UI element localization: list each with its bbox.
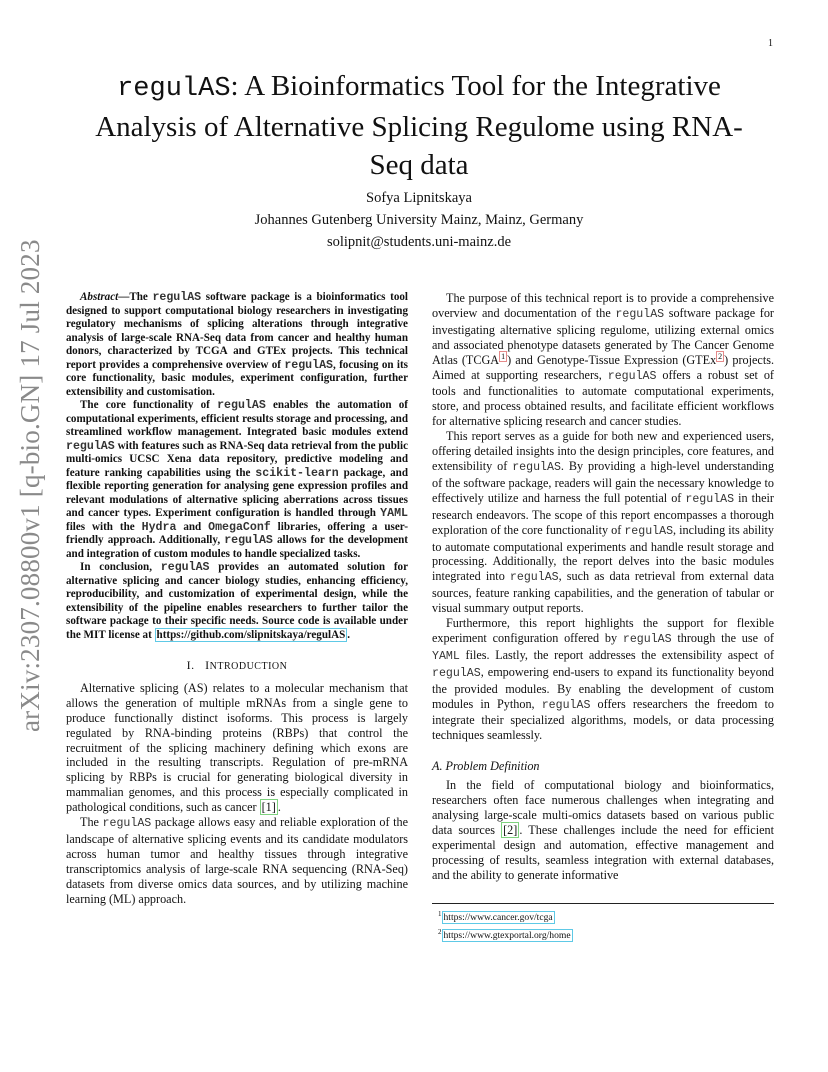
tool-name: regulAS bbox=[284, 358, 334, 372]
tool-name: regulAS bbox=[160, 561, 210, 574]
abstract-paragraph-1: Abstract—The regulAS software package is a bioinformatics tool designed to support computational biology researchers in investigating regulatory mechanisms of splicing alterations through integrative analysis of large-scale RNA-Seq data from cancer and healthy human donors, characterized by TCGA and GTEx projects. This technical report provides a comprehensive overview of regulAS, focusing on its core functionality, basic modules, experiment configuration, further extensibility and customisation. bbox=[66, 291, 408, 398]
section-heading-introduction: I. INTRODUCTION bbox=[186, 658, 288, 672]
title-text: : A Bioinformatics Tool for the Integrative Analysis of Alternative Splicing Regulome using RNA-Seq data bbox=[95, 70, 743, 181]
footnote-2: $^2$ https://www.gtexportal.org/home bbox=[438, 928, 571, 942]
tool-name: regulAS bbox=[541, 698, 591, 712]
footnote-ref-2[interactable]: 2 bbox=[718, 351, 723, 361]
right-paragraph-1: The purpose of this technical report is to provide a comprehensive overview and documentation of the regulAS software package for investigating alternative splicing regulome, utilizing external omics and associated phenotype datasets generated by The Cancer Genome Atlas (TCGA $^1$ ) and Genotype-Tissue Expression (GTEx $^2$ ) projects. Aimed at supporting researchers, regulAS offers a robust set of tools and functionalities to automate computational experiments, store, and process obtained results, and facilitate efficient workflows for alternative splicing research and cancer studies. bbox=[432, 291, 774, 429]
footnote-link-gtex[interactable]: https://www.gtexportal.org/home bbox=[443, 930, 571, 942]
title-tool-name: regulAS bbox=[117, 74, 231, 104]
left-column bbox=[66, 291, 408, 907]
library-name-hydra: Hydra bbox=[141, 520, 177, 534]
footnote-divider bbox=[432, 903, 774, 904]
footnote-ref-1[interactable]: 1 bbox=[501, 351, 506, 361]
library-name-omegaconf: OmegaConf bbox=[208, 520, 271, 534]
format-name-yaml: YAML bbox=[380, 507, 408, 520]
abstract-label: Abstract bbox=[80, 291, 119, 303]
tool-name: regulAS bbox=[224, 534, 273, 547]
right-paragraph-4: In the field of computational biology and bioinformatics, researchers often face numerous challenges when integrating and analysing large-scale multi-omics datasets based on various public data sources [2] . These challenges include the need for efficient experimental design and automation, effective management and processing of results, seamless integration with external databases, and the ability to generate informative bbox=[432, 778, 774, 882]
intro-paragraph-2: The regulAS package allows easy and reliable exploration of the landscape of alternative splicing events and its candidate modulators across human tumor and healthy tissues through integrative transcriptomics analysis of large-scale RNA sequencing (RNA-Seq) datasets from diverse omics data sources, and by utilizing machine learning (ML) approach. bbox=[66, 815, 409, 906]
tool-name: regulAS bbox=[217, 399, 266, 412]
abstract bbox=[66, 291, 408, 642]
tool-name: regulAS bbox=[624, 524, 674, 538]
tool-name: regulAS bbox=[512, 460, 561, 474]
subsection-heading-problem-definition: A. Problem Definition bbox=[432, 759, 540, 774]
right-column bbox=[432, 291, 774, 883]
package-name-sklearn: scikit-learn bbox=[255, 466, 339, 480]
source-code-link[interactable]: https://github.com/slipnitskaya/regulAS bbox=[156, 628, 346, 641]
tool-name: regulAS bbox=[66, 439, 115, 453]
author-affiliation: Johannes Gutenberg University Mainz, Mainz, Germany bbox=[254, 212, 584, 228]
citation-link[interactable]: [1] bbox=[261, 800, 276, 815]
paper-title bbox=[80, 67, 758, 184]
abstract-paragraph-2: The core functionality of regulAS enables the automation of computational experiments, efficient results storage and processing, and streamlined workflow management. Integrated basic modules extend regulAS with features such as RNA-Seq data retrieval from the public multi-omics UCSC Xena data repository, predictive modeling and feature ranking capabilities using the scikit-learn package, and flexible reporting generation for analysing gene expression profiles and relevant modulations of alternative splicing aberrations across tissues and cancer types. Experiment configuration is handled through YAML files with the Hydra and OmegaConf libraries, offering a user-friendly approach. Additionally, regulAS allows for the development and integration of custom modules to handle specialized tasks. bbox=[66, 399, 409, 560]
tool-name: regulAS bbox=[152, 291, 202, 304]
tool-name: regulAS bbox=[509, 571, 559, 585]
right-paragraph-3: Furthermore, this report highlights the support for flexible experiment configuration offered by regulAS through the use of YAML files. Lastly, the report addresses the extensibility aspect of regulAS, empowering end-users to expand its functionality beyond the provided modules. By enabling the development of custom modules in Python, regulAS offers researchers the freedom to integrate their specialized algorithms, models, or data processing techniques seamlessly. bbox=[432, 616, 774, 743]
footnote-1: $^1$ https://www.cancer.gov/tcga bbox=[438, 910, 553, 924]
tool-name: regulAS bbox=[622, 632, 672, 646]
author-name: Sofya Lipnitskaya bbox=[366, 190, 472, 206]
intro-paragraph-1: Alternative splicing (AS) relates to a molecular mechanism that allows the generation of multiple mRNAs from a single gene to produce functionally distinct isoforms. This process is largely regulated by RNA-binding proteins (RBPs) that control the recruitment of the splicing machinery defining which exons are included in the resulting transcripts. Regulation of pre-mRNA splicing by RBPs is crucial for generating biological diversity in mammalian genomes, and this process is especially complicated in pathological conditions, such as cancer [1] . bbox=[66, 680, 408, 815]
footnote-link-tcga[interactable]: https://www.cancer.gov/tcga bbox=[443, 912, 553, 924]
footnotes bbox=[438, 907, 573, 943]
arxiv-identifier-stamp: arXiv:2307.08800v1 [q-bio.GN] 17 Jul 2023 bbox=[15, 239, 45, 732]
format-name-yaml: YAML bbox=[432, 649, 460, 663]
author-email: solipnit@students.uni-mainz.de bbox=[326, 234, 512, 250]
tool-name: regulAS bbox=[615, 307, 665, 321]
right-paragraph-2: This report serves as a guide for both new and experienced users, offering detailed insights into the design principles, core features, and extensibility of regulAS. By providing a high-level understanding of the software package, readers will gain the necessary knowledge to effectively utilize and harness the full potential of regulAS in their research endeavors. The scope of this report encompasses a thorough exploration of the core functionality of regulAS, including its ability to automate computational experiments and handle result storage and processing. Additionally, the report delves into the basic modules integrated into regulAS, such as data retrieval from external data sources, feature ranking capabilities, and the generation of tabular or visual summary output reports. bbox=[432, 429, 775, 616]
page-number: 1 bbox=[768, 38, 773, 49]
tool-name: regulAS bbox=[102, 817, 152, 831]
tool-name: regulAS bbox=[607, 369, 657, 383]
abstract-paragraph-3: In conclusion, regulAS provides an automated solution for alternative splicing and cancer biology studies, enhancing efficiency, reproducibility, and customization of experimental design, while the extensibility of the pipeline enables researchers to further tailor the software package to their specific needs. Source code is available under the MIT license at https://github.com/slipnitskaya/regulAS . bbox=[66, 561, 408, 641]
citation-link[interactable]: [2] bbox=[503, 822, 518, 837]
tool-name: regulAS bbox=[685, 492, 735, 506]
tool-name: regulAS bbox=[432, 666, 481, 680]
